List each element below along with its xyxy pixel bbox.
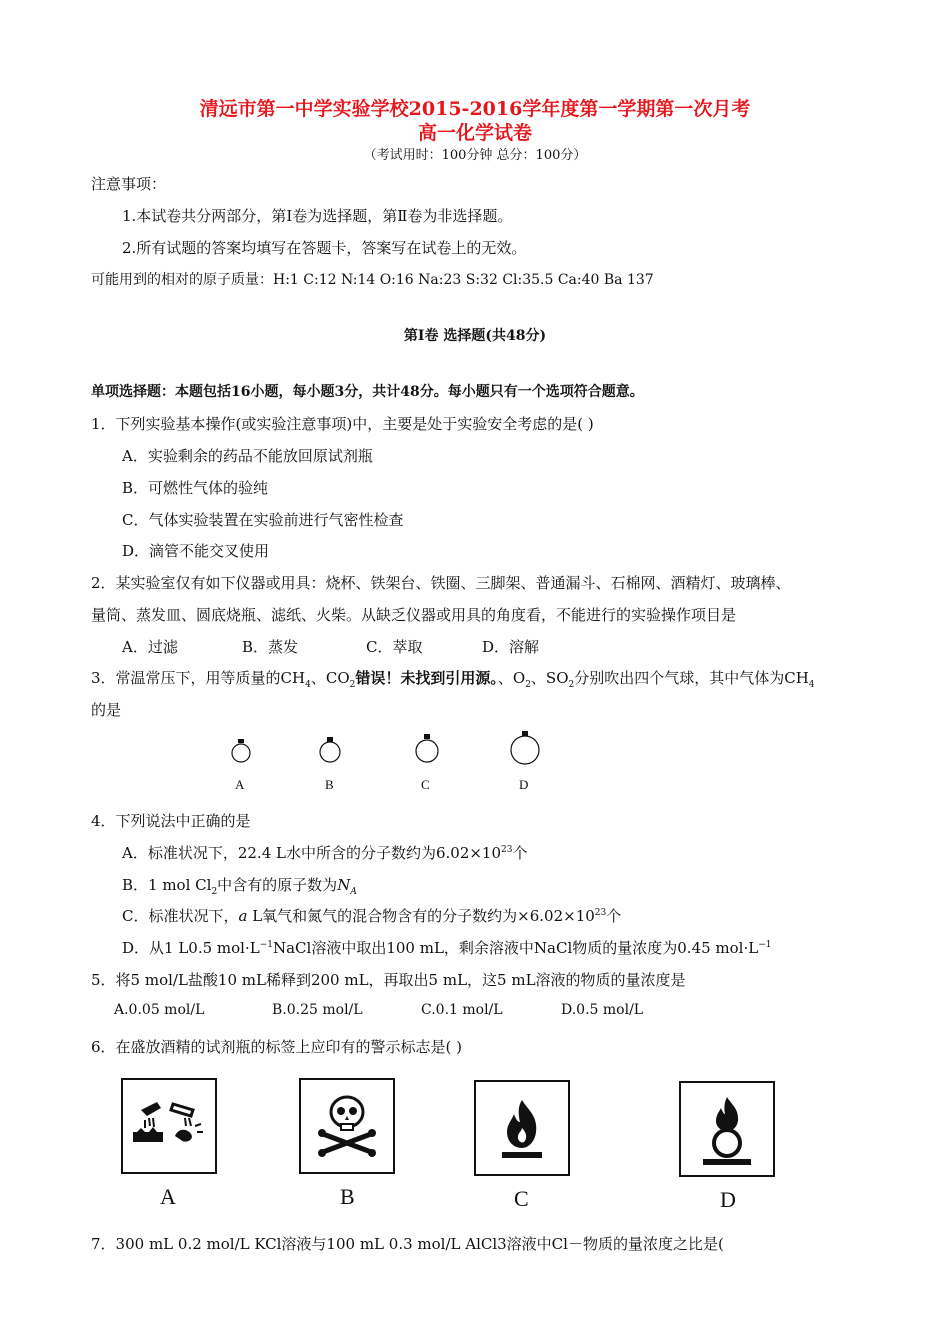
q1-option-a: A．实验剩余的药品不能放回原试剂瓶 bbox=[122, 447, 373, 465]
q5-option-a: A.0.05 mol/L bbox=[114, 1002, 205, 1018]
q4-option-c: C．标准状况下，a L氧气和氮气的混合物含有的分子数约为$\times 6.02\times 10^{23}$个 bbox=[122, 907, 622, 925]
sign-a-label: A bbox=[160, 1184, 176, 1209]
oxidizer-flame-over-circle-sign bbox=[679, 1081, 775, 1177]
sign-c-label: C bbox=[514, 1186, 529, 1211]
sign-b-label: B bbox=[340, 1184, 355, 1209]
exam-title-line1: 清远市第一中学实验学校2015-2016学年度第一学期第一次月考 bbox=[199, 98, 751, 120]
sign-d-label: D bbox=[720, 1187, 736, 1212]
balloon-a-label: A bbox=[235, 777, 245, 792]
section-title: 第Ⅰ卷 选择题(共48分) bbox=[403, 328, 547, 344]
balloon-d-figure bbox=[505, 729, 545, 769]
q5-option-c: C.0.1 mol/L bbox=[421, 1002, 503, 1018]
q2-stem-line1: 2．某实验室仅有如下仪器或用具：烧杯、铁架台、铁圈、三脚架、普通漏斗、石棉网、酒精灯、玻璃棒、 bbox=[91, 574, 791, 592]
q1-option-b: B．可燃性气体的验纯 bbox=[122, 479, 269, 497]
reference-error: 错误！未找到引用源。 bbox=[355, 669, 498, 687]
exam-time-info: （考试用时：100分钟 总分：100分） bbox=[363, 148, 587, 163]
balloon-b-label: B bbox=[325, 777, 334, 792]
atomic-masses: 可能用到的相对的原子质量：H:1 C:12 N:14 O:16 Na:23 S:32 Cl:35.5 Ca:40 Ba 137 bbox=[91, 272, 654, 288]
q2-stem-line2: 量筒、蒸发皿、圆底烧瓶、滤纸、火柴。从缺乏仪器或用具的角度看，不能进行的实验操作项目是 bbox=[91, 606, 737, 624]
q1-option-d: D．滴管不能交叉使用 bbox=[122, 542, 270, 560]
flammable-flame-sign bbox=[474, 1080, 570, 1176]
q5-stem: 5．将5 mol/L盐酸10 mL稀释到200 mL，再取出5 mL，这5 mL溶液的物质的量浓度是 bbox=[91, 971, 686, 989]
q1-stem: 1．下列实验基本操作(或实验注意事项)中，主要是处于实验安全考虑的是( ) bbox=[91, 415, 594, 433]
q3-stem-line2: 的是 bbox=[91, 701, 122, 719]
section-instruction: 单项选择题：本题包括16小题，每小题3分，共计48分。每小题只有一个选项符合题意。 bbox=[91, 384, 644, 400]
q2-option-d: D．溶解 bbox=[482, 638, 540, 656]
balloon-c-figure bbox=[409, 732, 445, 768]
balloon-d-label: D bbox=[519, 777, 529, 792]
notes-item-1: 1.本试卷共分两部分，第Ⅰ卷为选择题，第Ⅱ卷为非选择题。 bbox=[122, 207, 513, 225]
q4-stem: 4．下列说法中正确的是 bbox=[91, 812, 251, 830]
toxic-skull-sign bbox=[299, 1078, 395, 1174]
q5-option-b: B.0.25 mol/L bbox=[272, 1002, 363, 1018]
notes-item-2: 2.所有试题的答案均填写在答题卡，答案写在试卷上的无效。 bbox=[122, 239, 527, 257]
q1-option-c: C．气体实验装置在实验前进行气密性检查 bbox=[122, 511, 404, 529]
notes-heading: 注意事项： bbox=[91, 175, 167, 193]
balloon-b-figure bbox=[315, 734, 345, 768]
q3-stem-line1: 3．常温常压下，用等质量的$CH_4$、$CO_2$错误！未找到引用源。、$O_2$、$SO_2$分别吹出四个气球，其中气体为$CH_4$ bbox=[91, 669, 815, 690]
balloon-c-label: C bbox=[421, 777, 430, 792]
q6-stem: 6．在盛放酒精的试剂瓶的标签上应印有的警示标志是( ) bbox=[91, 1038, 463, 1056]
q2-option-a: A．过滤 bbox=[122, 638, 178, 656]
q2-option-b: B．蒸发 bbox=[242, 638, 299, 656]
balloon-a-figure bbox=[226, 736, 256, 768]
q7-stem: 7．300 mL 0.2 mol/L KCl溶液与100 mL 0.3 mol/L AlCl3溶液中Cl－物质的量浓度之比是( bbox=[91, 1235, 724, 1253]
q2-option-c: C．萃取 bbox=[366, 638, 423, 656]
corrosive-sign bbox=[121, 1078, 217, 1174]
q4-option-b: B．1 mol $Cl_2$中含有的原子数为$N_A$ bbox=[122, 876, 357, 897]
q4-option-a: A．标准状况下，22.4 L水中所含的分子数约为$6.02\times 10^{23}$个 bbox=[122, 844, 528, 862]
q5-option-d: D.0.5 mol/L bbox=[561, 1002, 644, 1018]
exam-title-line2: 高一化学试卷 bbox=[417, 122, 532, 144]
q4-option-d: D．从1 L0.5 $mol\cdot L^{-1}NaCl$溶液中取出100 mL，剩余溶液中NaCl物质的量浓度为0.45 $mol\cdot L^{-1}$ bbox=[122, 939, 772, 957]
